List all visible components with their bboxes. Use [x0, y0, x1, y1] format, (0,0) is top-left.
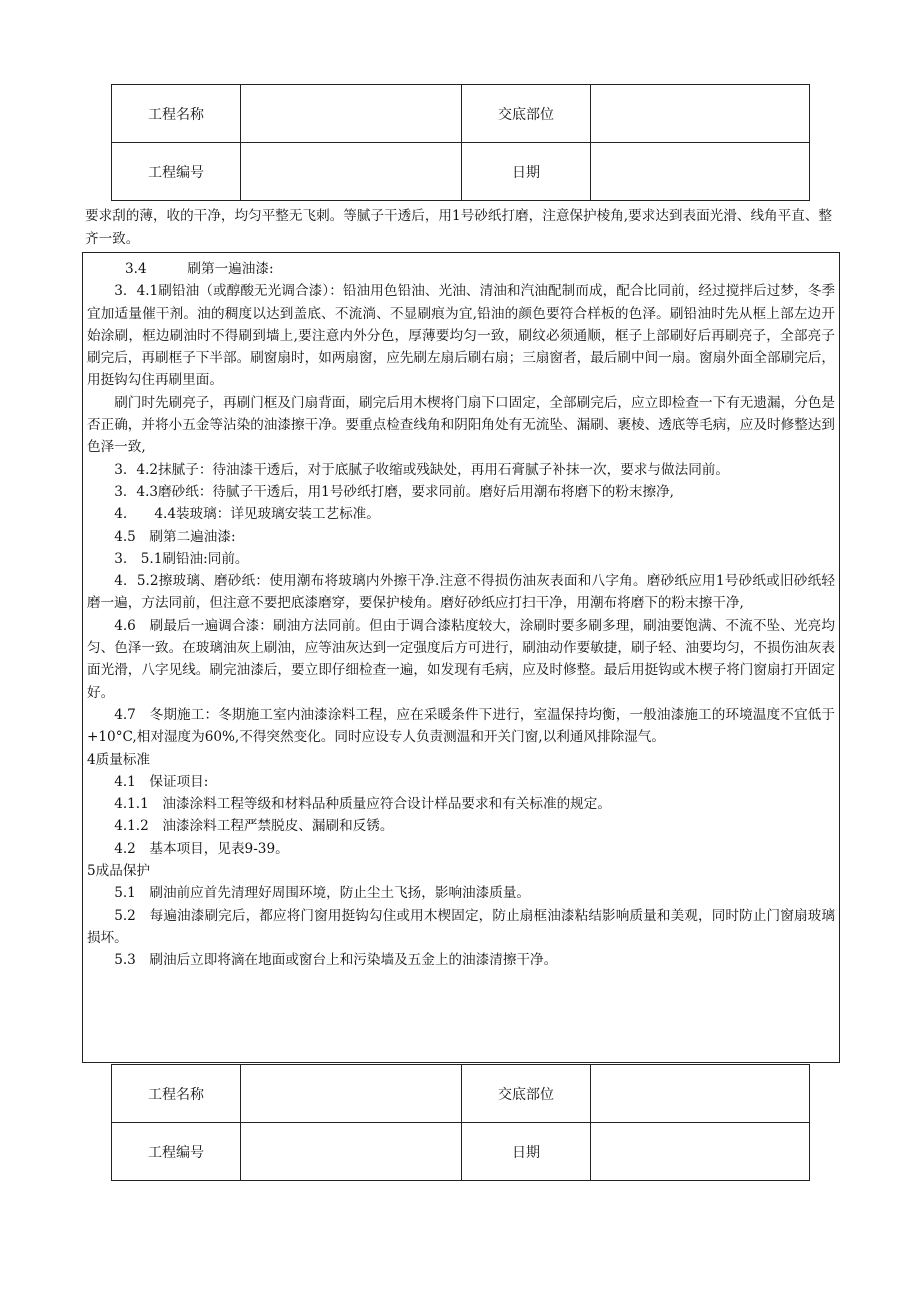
- project-no-label: 工程编号: [112, 143, 241, 201]
- section-3-4-2: 3．4.2抹腻子：待油漆干透后，对于底腻子收缩或残缺处，再用石膏腻子补抹一次，要求与做法同前。: [114, 461, 729, 478]
- handover-part-value: [591, 85, 810, 143]
- section-4-2: 4.2 基本项目，见表9-39。: [114, 840, 289, 857]
- section-5-3: 5.3 刷油后立即将滴在地面或窗台上和污染墙及五金上的油漆清擦干净。: [114, 952, 558, 969]
- project-name-value: [241, 85, 462, 143]
- section-4-1: 4.1 保证项目:: [114, 773, 209, 790]
- continued-paragraph: 要求刮的薄，收的干净，均匀平整无飞刺。等腻子干透后，用1号砂纸打磨，注意保护棱角,要求达到表面光滑、线角平直、整齐一致。: [85, 208, 833, 247]
- header-table-bottom: [111, 1064, 810, 1181]
- project-no-label: 工程编号: [112, 1123, 241, 1181]
- section-3-4-3: 3．4.3磨砂纸：待腻子干透后，用1号砂纸打磨，要求同前。磨好后用潮布将磨下的粉末擦净,: [114, 483, 674, 500]
- section-4-1-1: 4.1.1 油漆涂料工程等级和材料品种质量应符合设计样品要求和有关标准的规定。: [114, 796, 611, 813]
- project-no-value: [241, 143, 462, 201]
- section-4-4: 4. 4.4装玻璃：详见玻璃安装工艺标准。: [114, 506, 380, 523]
- door-painting-paragraph: 刷门时先刷亮子，再刷门框及门扇背面，刷完后用木楔将门扇下口固定，全部刷完后，应立即检查一下有无遗漏，分色是否正确，并将小五金等沾染的油漆擦干净。要重点检查线角和阴阳角处有无流坠、漏刷、裹棱、透底等毛病，应及时修整达到色泽一致,: [87, 394, 835, 456]
- section-4-5: 4.5 刷第二遍油漆:: [114, 528, 236, 545]
- section-4-7: 4.7 冬期施工：冬期施工室内油漆涂料工程，应在采暖条件下进行，室温保持均衡，一般油漆施工的环境温度不宜低于+10°C,相对湿度为60%,不得突然变化。同时应设专人负责测温和开关门窗,以利通风排除湿气。: [87, 706, 835, 746]
- section-5-1: 5.1 刷油前应首先清理好周围环境，防止尘土飞扬，影响油漆质量。: [114, 885, 531, 902]
- project-name-value: [241, 1065, 462, 1123]
- section-4-1-2: 4.1.2 油漆涂料工程严禁脱皮、漏刷和反锈。: [114, 818, 394, 835]
- handover-part-value: [591, 1065, 810, 1123]
- handover-part-label: 交底部位: [462, 1065, 591, 1123]
- project-no-value: [241, 1123, 462, 1181]
- section-3-5-1: 3. 5.1刷铅油:同前。: [114, 550, 249, 567]
- date-value: [591, 1123, 810, 1181]
- date-label: 日期: [462, 1123, 591, 1181]
- project-name-label: 工程名称: [112, 85, 241, 143]
- section-5-2: 5.2 每遍油漆刷完后，都应将门窗用挺钩勾住或用木楔固定，防止扇框油漆粘结影响质量和美观，同时防止门窗扇玻璃损坏。: [87, 907, 835, 946]
- heading-quality-standard: 4质量标准: [87, 751, 151, 768]
- date-value: [591, 143, 810, 201]
- project-name-label: 工程名称: [112, 1065, 241, 1123]
- content-box: [82, 252, 840, 1063]
- section-4-6: 4.6 刷最后一遍调合漆：刷油方法同前。但由于调合漆粘度较大，涂刷时要多刷多理，刷油要饱满、不流不坠、光亮均匀、色泽一致。在玻璃油灰上刷油，应等油灰达到一定强度后方可进行，刷油动作要敏捷，刷子轻、油要均匀，不损伤油灰表面光滑，八字见线。刷完油漆后，要立即仔细检查一遍，如发现有毛病，应及时修整。最后用挺钩或木楔子将门窗扇打开固定好。: [87, 617, 835, 701]
- section-4-5-2: 4．5.2擦玻璃、磨砂纸：使用潮布将玻璃内外擦干净.注意不得损伤油灰表面和八字角。磨砂纸应用1号砂纸或旧砂纸轻磨一遍，方法同前，但注意不要把底漆磨穿，要保护棱角。磨好砂纸应打扫干净，用潮布将磨下的粉末擦干净,: [87, 573, 835, 612]
- handover-part-label: 交底部位: [462, 85, 591, 143]
- section-3-4: 3.4 刷第一遍油漆:: [125, 261, 274, 277]
- section-3-4-1: 3．4.1刷铅油（或醇酸无光调合漆）：铅油用色铅油、光油、清油和汽油配制而成，配合比同前，经过搅拌后过梦，冬季宜加适量催干剂。油的稠度以达到盖底、不流淌、不显刷痕为宜,铅油的颜色要符合样板的色泽。刷铅油时先从框上部左边开始涂刷，框边刷油时不得刷到墙上,要注意内外分色，厚薄要均匀一致，刷纹必须通顺，框子上部刷好后再刷亮子，全部亮子刷完后，再刷框子下半部。刷窗扇时，如两扇窗，应先刷左扇后刷右扇；三扇窗者，最后刷中间一扇。窗扇外面全部刷完后，用挺钩勾住再刷里面。: [87, 283, 835, 389]
- header-table-top: [111, 84, 810, 201]
- date-label: 日期: [462, 143, 591, 201]
- heading-product-protection: 5成品保护: [87, 863, 151, 880]
